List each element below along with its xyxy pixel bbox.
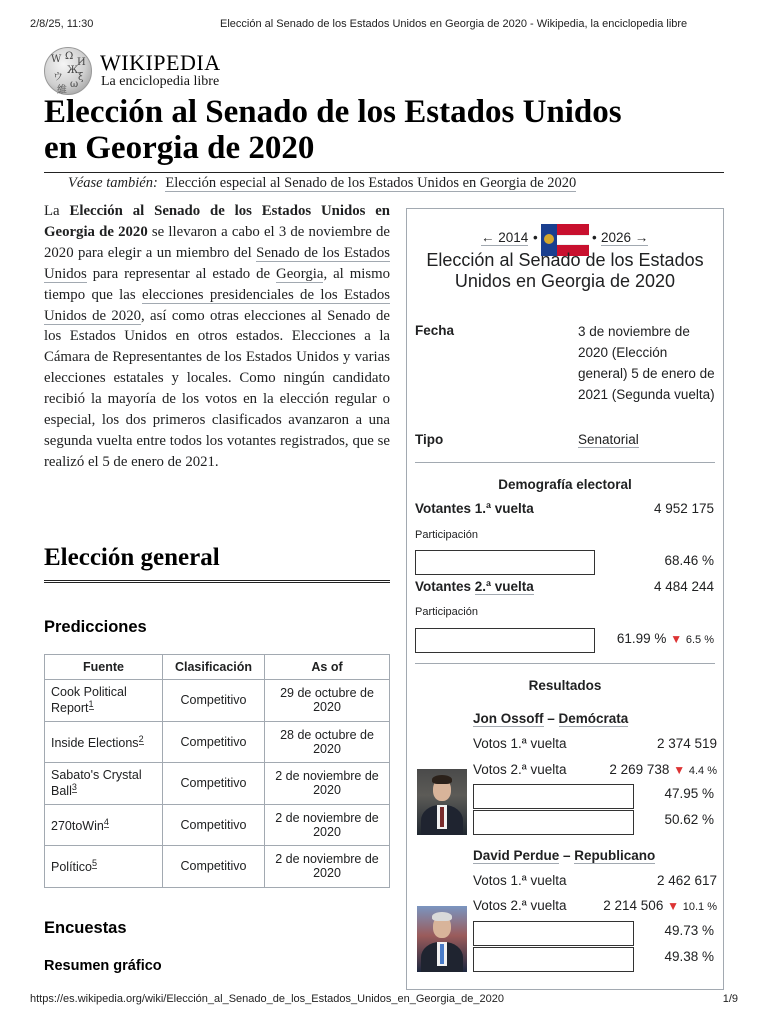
table-header-row	[45, 655, 390, 680]
cell-rating: Competitivo	[163, 721, 265, 763]
candidate-dash: –	[559, 848, 575, 863]
fecha-label: Fecha	[415, 323, 455, 338]
source-name: Sabato's Crystal Ball	[51, 768, 142, 799]
participacion-2-bar	[415, 628, 595, 653]
intro-text: para representar al estado de	[86, 265, 277, 282]
infobox-navigation	[407, 218, 723, 248]
votes-1-value: 2 374 519	[656, 736, 717, 751]
source-name: Político	[51, 860, 92, 875]
tipo-label: Tipo	[415, 432, 444, 447]
ossoff-pct-2-bar	[473, 810, 634, 835]
cell-rating: Competitivo	[163, 763, 265, 805]
subheading-resumen-grafico: Resumen gráfico	[44, 958, 162, 974]
party-republicano-link[interactable]: Republicano	[574, 848, 656, 863]
participacion-2-bar-fill	[416, 629, 526, 652]
decrease-arrow-icon: ▼	[667, 899, 679, 913]
resultados-heading: Resultados	[528, 678, 602, 693]
participacion-2-row	[617, 631, 714, 646]
decrease-arrow-icon: ▼	[670, 632, 683, 646]
hatnote-prefix: Véase también:	[68, 175, 158, 191]
infobox-divider	[415, 663, 715, 664]
participacion-1-value: 68.46 %	[664, 553, 714, 568]
next-election-link[interactable]: 2026 →	[601, 230, 649, 245]
page-title-line-2: en Georgia de 2020	[44, 130, 315, 166]
print-page-title: Elección al Senado de los Estados Unidos en Georgia de 2020 - Wikipedia, la enciclopedia libre	[220, 18, 688, 30]
participacion-1-bar	[415, 550, 595, 575]
intro-paragraph	[44, 201, 390, 473]
table-row	[45, 804, 390, 846]
table-row	[45, 680, 390, 722]
votantes-2-value: 4 484 244	[653, 579, 714, 594]
votantes-1-label: Votantes 1.ª vuelta	[415, 501, 534, 516]
table-row	[45, 721, 390, 763]
votes-1-label: Votos 1.ª vuelta	[473, 873, 567, 888]
ossoff-pct-1: 47.95 %	[664, 786, 714, 801]
print-url: https://es.wikipedia.org/wiki/Elección_al_Senado_de_los_Estados_Unidos_en_Georgia_de_2020	[30, 993, 504, 1005]
votantes-2-label-text: Votantes	[415, 579, 475, 594]
hatnote-link[interactable]: Elección especial al Senado de los Estados Unidos en Georgia de 2020	[165, 175, 577, 191]
segunda-vuelta-link[interactable]: 2.ª vuelta	[474, 579, 534, 594]
previous-election-link[interactable]: ← 2014	[481, 230, 529, 245]
cell-rating: Competitivo	[163, 846, 265, 888]
votantes-1-value: 4 952 175	[653, 501, 714, 516]
subheading-predicciones: Predicciones	[44, 618, 147, 636]
party-democrata-link[interactable]: Demócrata	[558, 711, 629, 726]
infobox	[406, 208, 724, 990]
candidate-perdue-link[interactable]: David Perdue	[473, 848, 560, 863]
cell-source	[45, 846, 163, 888]
source-name: Cook Political Report	[51, 685, 127, 716]
perdue-pct-1-bar	[473, 921, 634, 946]
nav-separator: •	[592, 230, 597, 245]
cell-date: 2 de noviembre de 2020	[265, 846, 390, 888]
cell-source	[45, 763, 163, 805]
cell-date: 2 de noviembre de 2020	[265, 804, 390, 846]
hatnote	[68, 175, 576, 192]
header-fuente: Fuente	[45, 655, 163, 680]
reference-link[interactable]: 5	[92, 858, 98, 869]
votes-2-label: Votos 2.ª vuelta	[473, 762, 567, 777]
intro-text: , al mismo tiempo que las	[44, 265, 390, 303]
reference-link[interactable]: 2	[138, 733, 144, 744]
intro-bold-title: Elección al Senado de los Estados Unidos en Georgia de 2020	[44, 203, 390, 240]
source-name: 270toWin	[51, 818, 104, 833]
tipo-value-link[interactable]: Senatorial	[578, 432, 639, 447]
votes-1-label: Votos 1.ª vuelta	[473, 736, 567, 751]
cell-source	[45, 804, 163, 846]
table-row	[45, 763, 390, 805]
link-georgia[interactable]: Georgia	[276, 265, 324, 282]
source-name: Inside Elections	[51, 735, 139, 750]
reference-link[interactable]: 1	[88, 699, 94, 710]
demografia-heading: Demografía electoral	[498, 477, 632, 492]
jon-ossoff-photo[interactable]	[417, 769, 467, 835]
votantes-2-label	[415, 579, 534, 594]
participacion-2-change: 6.5 %	[685, 634, 714, 646]
section-divider	[44, 580, 390, 583]
infobox-title: Elección al Senado de los Estados Unidos en Georgia de 2020	[426, 250, 704, 291]
intro-text: La	[44, 203, 70, 219]
cell-date: 29 de octubre de 2020	[265, 680, 390, 722]
perdue-pct-2: 49.38 %	[664, 949, 714, 964]
votes-2-value: 2 269 738	[609, 762, 670, 777]
page-title-line-1: Elección al Senado de los Estados Unidos	[44, 94, 622, 130]
nav-separator: •	[533, 230, 538, 245]
wikipedia-wordmark: WIKIPEDIA	[100, 50, 221, 75]
participacion-2-label: Participación	[415, 606, 478, 618]
votes-1-value: 2 462 617	[656, 873, 717, 888]
infobox-divider	[415, 462, 715, 463]
ossoff-pct-2: 50.62 %	[664, 812, 714, 827]
votes-2-value-row	[603, 898, 717, 913]
ossoff-pct-2-bar-fill	[474, 811, 554, 834]
perdue-pct-2-bar	[473, 947, 634, 972]
cell-date: 2 de noviembre de 2020	[265, 763, 390, 805]
header-clasificacion: Clasificación	[163, 655, 265, 680]
votes-2-value: 2 214 506	[603, 898, 664, 913]
subheading-encuestas: Encuestas	[44, 919, 127, 937]
candidate-ossoff-header	[473, 711, 628, 726]
link-elecciones-presidenciales[interactable]: elecciones presidenciales de los Estados Unidos de 2020	[44, 286, 390, 324]
votes-2-change: 4.4 %	[688, 765, 717, 777]
cell-source	[45, 680, 163, 722]
cell-rating: Competitivo	[163, 680, 265, 722]
perdue-pct-1-bar-fill	[474, 922, 553, 945]
predictions-table	[44, 654, 390, 888]
perdue-pct-2-bar-fill	[474, 948, 553, 971]
cell-date: 28 de octubre de 2020	[265, 721, 390, 763]
candidate-perdue-header	[473, 848, 655, 863]
header-as-of: As of	[265, 655, 390, 680]
david-perdue-photo[interactable]	[417, 906, 467, 972]
fecha-value: 3 de noviembre de 2020 (Elección general) 5 de enero de 2021 (Segunda vuelta)	[578, 324, 715, 402]
wikipedia-tagline: La enciclopedia libre	[101, 74, 220, 89]
title-divider	[44, 172, 724, 173]
votes-2-label: Votos 2.ª vuelta	[473, 898, 567, 913]
intro-text: , así como otras elecciones al Senado de los Estados Unidos en otros estados. Elecciones a la Cámara de Representantes de los Estados Unidos y varias elecciones estatales y locales. Como ningún candidato recibió la mayoría de los votos en la elección regular o especial, los dos primeros clasificados avanzaron a una segunda vuelta entre todos los votantes registrados, que se realizó el 5 de enero de 2021.	[44, 307, 390, 470]
wikipedia-globe-icon: W Ω И ウ Ж ξ 維 ω	[44, 47, 92, 95]
ossoff-pct-1-bar-fill	[474, 785, 550, 808]
participacion-1-label: Participación	[415, 529, 478, 541]
decrease-arrow-icon: ▼	[673, 763, 686, 777]
link-senado[interactable]: Senado de los Estados Unidos	[44, 244, 390, 282]
perdue-pct-1: 49.73 %	[664, 923, 714, 938]
candidate-dash: –	[543, 711, 559, 726]
ossoff-pct-1-bar	[473, 784, 634, 809]
participacion-2-value: 61.99 %	[616, 631, 667, 646]
reference-link[interactable]: 4	[103, 816, 109, 827]
table-row	[45, 846, 390, 888]
print-page-number: 1/9	[722, 993, 738, 1005]
reference-link[interactable]: 3	[71, 782, 77, 793]
intro-text: se llevaron a cabo el 3 de noviembre de 2020 para elegir a un miembro del	[44, 223, 390, 261]
print-date: 2/8/25, 11:30	[30, 18, 94, 30]
cell-source	[45, 721, 163, 763]
votes-2-change: 10.1 %	[682, 901, 717, 913]
page-title	[44, 94, 724, 166]
votes-2-value-row	[609, 762, 717, 777]
cell-rating: Competitivo	[163, 804, 265, 846]
section-heading-general: Elección general	[44, 544, 220, 571]
participacion-1-bar-fill	[416, 551, 538, 574]
candidate-ossoff-link[interactable]: Jon Ossoff	[473, 711, 544, 726]
